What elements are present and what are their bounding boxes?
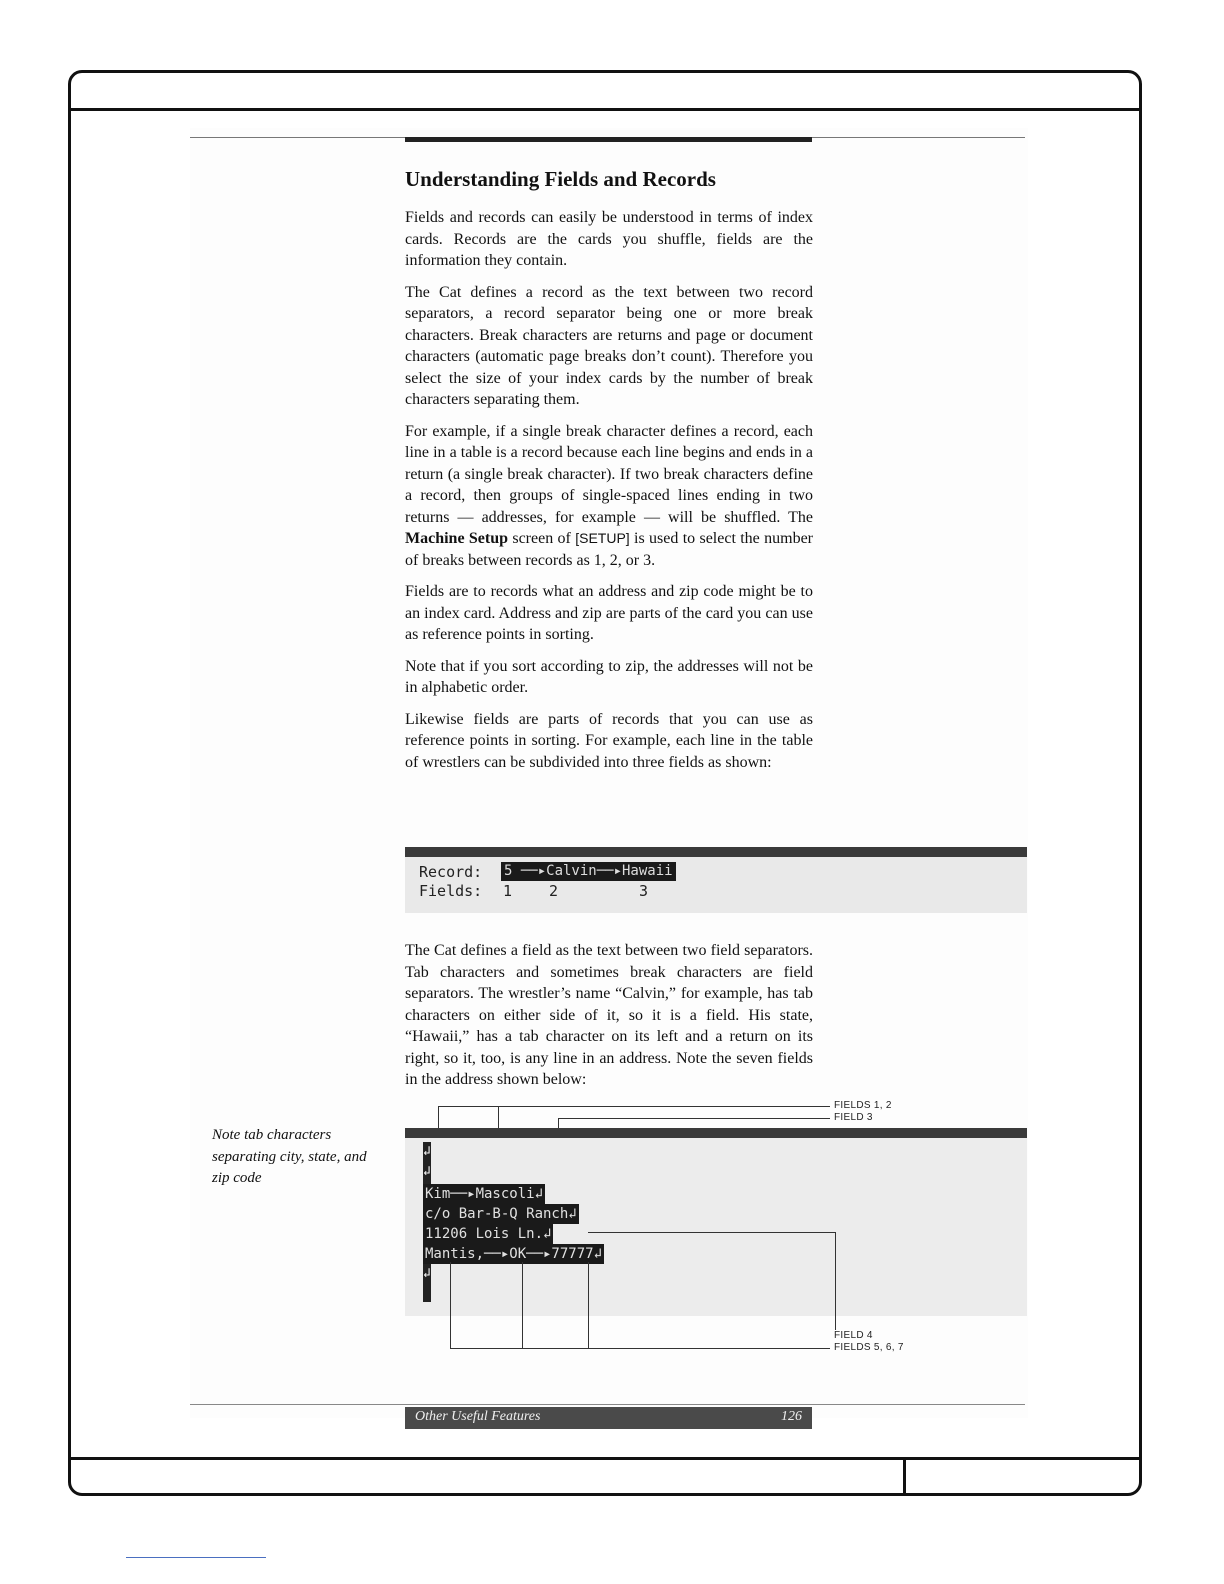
field-number: 2 — [549, 882, 559, 900]
footer-section: Other Useful Features — [415, 1409, 541, 1424]
screen-top-bar — [405, 847, 1027, 857]
link-underline — [126, 1557, 266, 1558]
callout-field-3: FIELD 3 — [834, 1112, 873, 1123]
callout-line-field-4 — [588, 1232, 835, 1233]
return-icon: ↲ — [423, 1266, 431, 1281]
frame-footer-rule — [68, 1457, 1142, 1460]
callout-leader — [522, 1262, 523, 1348]
return-icon: ↲ — [423, 1164, 431, 1179]
address-line: Kim──▸Mascoli↲ — [425, 1186, 544, 1202]
address-line: Mantis,──▸OK──▸77777↲ — [425, 1246, 603, 1262]
callout-fields-1-2: FIELDS 1, 2 — [834, 1100, 892, 1111]
callout-field-4: FIELD 4 — [834, 1330, 873, 1341]
record-highlight: 5 ──▸Calvin──▸Hawaii — [501, 862, 676, 881]
address-line: 11206 Lois Ln.↲ — [425, 1226, 552, 1242]
fields-label: Fields: — [419, 882, 483, 900]
callout-leader — [450, 1262, 451, 1348]
address-screen — [405, 1128, 1027, 1316]
paragraph-5: Note that if you sort according to zip, the addresses will not be in alphabetic order. — [405, 657, 813, 696]
margin-note: Note tab characters separating city, state, and zip code — [212, 1127, 367, 1186]
footer-bar — [405, 1407, 812, 1429]
callout-line-fields-5-6-7 — [450, 1348, 830, 1349]
return-icon: ↲ — [423, 1144, 431, 1159]
callout-leader — [835, 1232, 836, 1330]
paragraph-7: The Cat defines a field as the text between two field separators. Tab characters and sometimes break characters are field separators. The wrestler’s name “Calvin,” for example, has tab characters on either side of it, so it is a field. His state, “Hawaii,” has a tab character on its left and a return on its right, so it, too, is any line in an address. Note the seven fields in the address shown below: — [405, 942, 813, 1088]
paragraph-3-part-a: For example, if a single break character defines a record, each line in a table is a record because each line begins and ends in a return (a single break character). If two break characters define a record, then groups of single-spaced lines ending in two returns — addresses, for example — will be shuffled. The — [405, 422, 813, 526]
address-line: c/o Bar-B-Q Ranch↲ — [425, 1206, 577, 1222]
paragraph-2: The Cat defines a record as the text between two record separators, a record separator being one or more break characters. Break characters are returns and page or document characters (automatic page breaks don’t count). Therefore you select the size of your index cards by the number of break characters separating them. — [405, 283, 813, 408]
field-number: 3 — [639, 882, 649, 900]
paragraph-1: Fields and records can easily be understood in terms of index cards. Records are the cards you shuffle, fields are the information they contain. — [405, 209, 813, 269]
record-label: Record: — [419, 863, 483, 881]
callout-fields-5-6-7: FIELDS 5, 6, 7 — [834, 1342, 904, 1353]
frame-footer-divider — [903, 1457, 906, 1496]
callout-leader — [588, 1262, 589, 1348]
paragraph-6: Likewise fields are parts of records that you can use as reference points in sorting. For example, each line in the table of wrestlers can be subdivided into three fields as shown: — [405, 710, 813, 771]
footer-rule — [190, 1404, 1025, 1405]
top-rule-bold — [405, 137, 812, 142]
section-title: Understanding Fields and Records — [405, 167, 716, 191]
field-number: 1 — [503, 882, 513, 900]
frame-header-rule — [68, 108, 1142, 111]
paragraph-3-part-c: is used to select the number of breaks between records as 1, 2, or 3. — [405, 530, 814, 569]
paragraph-3-part-b: screen of — [508, 530, 576, 547]
paragraph-3 — [405, 421, 813, 572]
body-text-continued — [405, 940, 813, 1091]
callout-line-field-3 — [558, 1118, 830, 1119]
page-number: 126 — [781, 1409, 802, 1424]
body-text — [405, 207, 813, 783]
setup-key: [SETUP] — [575, 530, 630, 546]
screen-top-bar — [405, 1128, 1027, 1138]
callout-line-fields-1-2 — [438, 1106, 830, 1107]
machine-setup-term: Machine Setup — [405, 530, 509, 547]
record-fields-screen — [405, 847, 1027, 913]
paragraph-4: Fields are to records what an address and zip code might be to an index card. Address and zip are parts of the card you can use as reference points in sorting. — [405, 583, 813, 643]
